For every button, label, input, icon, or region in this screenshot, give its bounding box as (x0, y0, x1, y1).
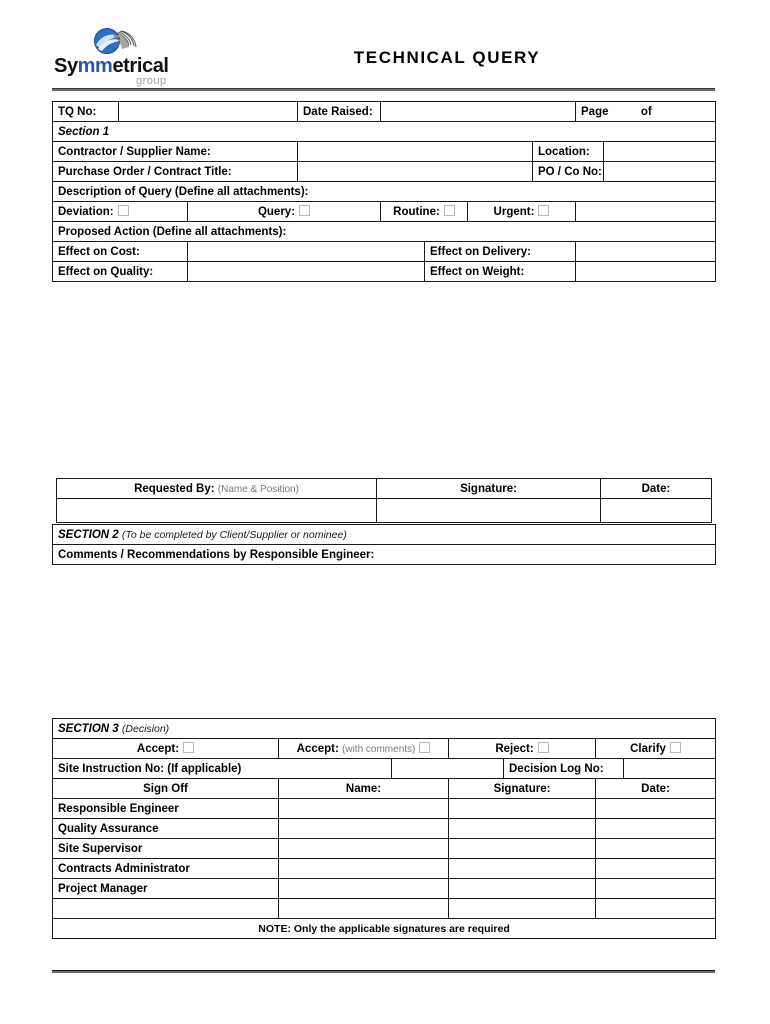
table-row (53, 879, 716, 899)
requested-by-table (56, 478, 712, 523)
page-header (52, 22, 715, 87)
signoff-date-5[interactable] (596, 899, 716, 919)
signoff-header-signature: Signature: (449, 779, 596, 799)
query-label: Query: (257, 206, 296, 218)
location-label: Location: (533, 142, 604, 162)
table-row (53, 859, 716, 879)
query-type-row (53, 202, 716, 222)
tq-no-input[interactable] (119, 102, 298, 122)
signoff-signature-1[interactable] (449, 819, 596, 839)
requested-date-input[interactable] (601, 499, 712, 523)
signoff-name-2[interactable] (279, 839, 449, 859)
signoff-date-3[interactable] (596, 859, 716, 879)
signoff-role-4: Project Manager (53, 879, 279, 899)
description-label[interactable]: Description of Query (Define all attachments): (53, 182, 716, 202)
signoff-signature-5[interactable] (449, 899, 596, 919)
decision-log-input[interactable] (624, 759, 716, 779)
query-type-spacer (576, 202, 716, 222)
signoff-date-2[interactable] (596, 839, 716, 859)
section2-comments-row (53, 545, 716, 565)
signoff-note-row (53, 919, 716, 939)
proposed-action-row (53, 222, 716, 242)
purchase-order-label: Purchase Order / Contract Title: (53, 162, 298, 182)
requested-by-hint: (Name & Position) (217, 483, 299, 495)
signoff-signature-2[interactable] (449, 839, 596, 859)
signoff-name-4[interactable] (279, 879, 449, 899)
requested-by-input[interactable] (57, 499, 377, 523)
comments-label[interactable]: Comments / Recommendations by Responsible Engineer: (53, 545, 716, 565)
site-instruction-label: Site Instruction No: (If applicable) (53, 759, 392, 779)
signoff-date-0[interactable] (596, 799, 716, 819)
section1-title: Section 1 (53, 122, 716, 142)
section2-header (53, 525, 716, 545)
swoosh-circle-icon (92, 28, 138, 58)
reject-cell[interactable] (449, 739, 596, 759)
signoff-header-name: Name: (279, 779, 449, 799)
signoff-signature-4[interactable] (449, 879, 596, 899)
signoff-role-3: Contracts Administrator (53, 859, 279, 879)
table-row (53, 899, 716, 919)
page-title: TECHNICAL QUERY (353, 48, 541, 67)
requested-by-spacer-row (53, 282, 716, 301)
effect-quality-label: Effect on Quality: (53, 262, 188, 282)
section1-title-row (53, 122, 716, 142)
section3-subtitle: (Decision) (121, 722, 170, 735)
accept-with-comments-label: Accept: (296, 743, 339, 755)
requested-by-spacer-row2 (53, 301, 716, 323)
table-row (53, 819, 716, 839)
decision-log-label: Decision Log No: (504, 759, 624, 779)
signature-note: NOTE: Only the applicable signatures are required (53, 919, 716, 939)
effect-cost-row (53, 242, 716, 262)
accept-with-comments-hint: (with comments) (342, 744, 416, 755)
section2-table (52, 524, 716, 565)
page-number-cell[interactable] (576, 102, 716, 122)
signoff-date-4[interactable] (596, 879, 716, 899)
requested-signature-input[interactable] (377, 499, 601, 523)
effect-quality-input[interactable] (188, 262, 425, 282)
section3-header (53, 719, 716, 739)
accept-checkbox[interactable] (183, 742, 194, 753)
deviation-checkbox[interactable] (118, 205, 129, 216)
urgent-checkbox-cell[interactable] (468, 202, 576, 222)
table-row (53, 799, 716, 819)
section3-table (52, 718, 716, 939)
routine-checkbox-cell[interactable] (381, 202, 468, 222)
purchase-order-row (53, 162, 716, 182)
contractor-row (53, 142, 716, 162)
effect-weight-input[interactable] (576, 262, 716, 282)
table-row (53, 839, 716, 859)
reject-checkbox[interactable] (538, 742, 549, 753)
tq-header-row (53, 102, 716, 122)
company-logo (52, 28, 202, 90)
logo-subtext: group (136, 75, 167, 87)
decision-row (53, 739, 716, 759)
requested-by-header-row (57, 479, 712, 499)
contractor-label: Contractor / Supplier Name: (53, 142, 298, 162)
logo-word-part1: Sy (54, 55, 78, 77)
description-row (53, 182, 716, 202)
signoff-header-role: Sign Off (53, 779, 279, 799)
deviation-checkbox-cell[interactable] (53, 202, 188, 222)
logo-word-part3: etrical (112, 55, 169, 77)
site-instruction-row (53, 759, 716, 779)
signoff-role-0: Responsible Engineer (53, 799, 279, 819)
signoff-name-3[interactable] (279, 859, 449, 879)
signoff-role-1: Quality Assurance (53, 819, 279, 839)
signoff-role-2: Site Supervisor (53, 839, 279, 859)
requested-signature-header: Signature: (377, 479, 601, 499)
page-label: Page (581, 105, 609, 118)
signoff-header-row (53, 779, 716, 799)
clarify-label: Clarify (630, 743, 666, 755)
po-co-no-input[interactable] (604, 162, 716, 182)
accept-label: Accept: (136, 743, 180, 755)
accept-cell[interactable] (53, 739, 279, 759)
clarify-checkbox[interactable] (670, 742, 681, 753)
effect-delivery-input[interactable] (576, 242, 716, 262)
deviation-label: Deviation: (58, 206, 114, 218)
routine-label: Routine: (393, 206, 440, 218)
page-of-label: of (640, 105, 652, 118)
location-input[interactable] (604, 142, 716, 162)
signoff-name-5[interactable] (279, 899, 449, 919)
signoff-name-0[interactable] (279, 799, 449, 819)
logo-word-part2: mm (77, 55, 113, 77)
accept-with-comments-cell[interactable] (279, 739, 449, 759)
urgent-checkbox[interactable] (538, 205, 549, 216)
section2-title: SECTION 2 (58, 528, 119, 541)
signoff-name-1[interactable] (279, 819, 449, 839)
section3-title-row (53, 719, 716, 739)
effect-delivery-label: Effect on Delivery: (425, 242, 576, 262)
reject-label: Reject: (495, 743, 534, 755)
urgent-label: Urgent: (493, 206, 535, 218)
effect-quality-row (53, 262, 716, 282)
effect-cost-label: Effect on Cost: (53, 242, 188, 262)
proposed-action-label[interactable]: Proposed Action (Define all attachments): (53, 222, 716, 242)
date-raised-label: Date Raised: (298, 102, 381, 122)
section2-title-row (53, 525, 716, 545)
requested-by-header (57, 479, 377, 499)
section2-subtitle: (To be completed by Client/Supplier or nominee) (121, 528, 347, 541)
accept-with-comments-checkbox[interactable] (419, 742, 430, 753)
date-raised-input[interactable] (381, 102, 576, 122)
effect-weight-label: Effect on Weight: (425, 262, 576, 282)
tq-no-label: TQ No: (53, 102, 119, 122)
footer-divider (52, 970, 715, 973)
site-instruction-input[interactable] (392, 759, 504, 779)
section3-title: SECTION 3 (58, 722, 119, 735)
header-divider (52, 88, 715, 91)
po-co-no-label: PO / Co No: (533, 162, 604, 182)
signoff-role-5 (53, 899, 279, 919)
query-checkbox-cell[interactable] (188, 202, 381, 222)
requested-date-header: Date: (601, 479, 712, 499)
requested-by-label: Requested By: (134, 482, 215, 495)
purchase-order-input[interactable] (298, 162, 533, 182)
effect-cost-input[interactable] (188, 242, 425, 262)
signoff-signature-0[interactable] (449, 799, 596, 819)
signoff-signature-3[interactable] (449, 859, 596, 879)
clarify-cell[interactable] (596, 739, 716, 759)
signoff-date-1[interactable] (596, 819, 716, 839)
contractor-input[interactable] (298, 142, 533, 162)
section1-table (52, 101, 716, 323)
query-checkbox[interactable] (299, 205, 310, 216)
routine-checkbox[interactable] (444, 205, 455, 216)
requested-by-value-row (57, 499, 712, 523)
signoff-header-date: Date: (596, 779, 716, 799)
